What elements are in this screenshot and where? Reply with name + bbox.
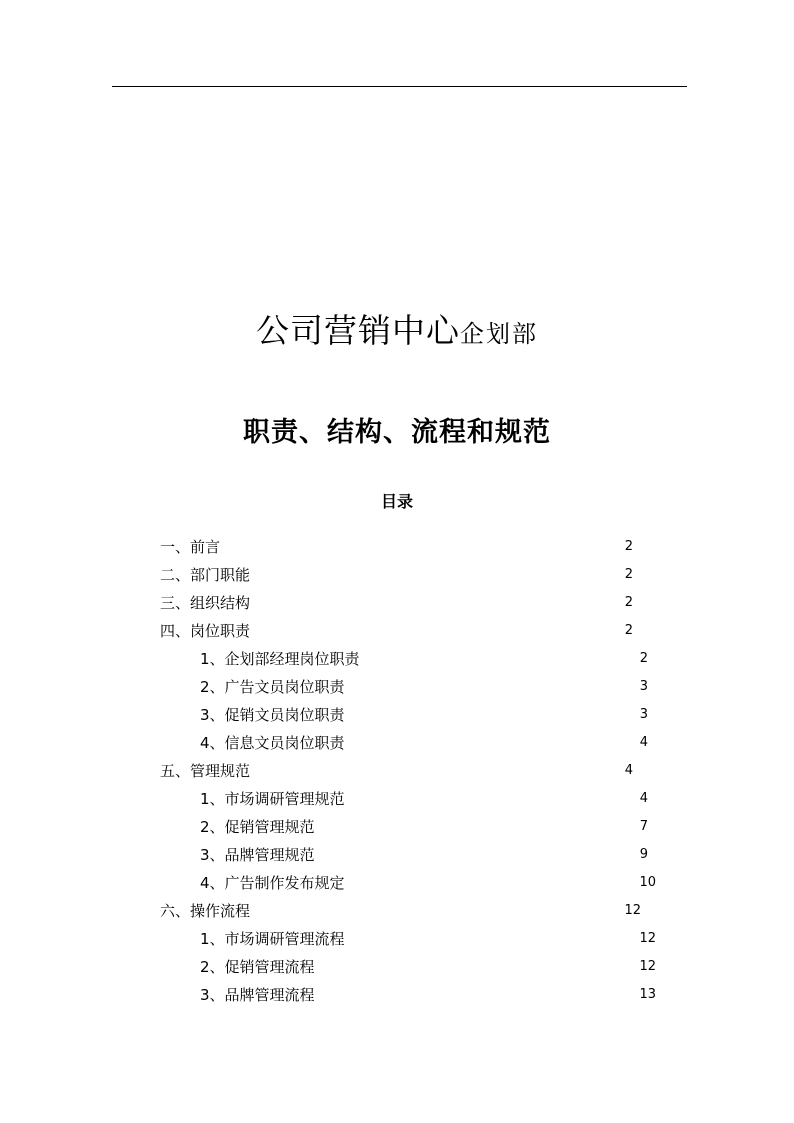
toc-entry-page: 3 — [639, 679, 648, 694]
title-main: 公司营销中心 — [256, 311, 460, 350]
toc-entry-label: 3、品牌管理流程 — [200, 986, 315, 1004]
toc-entry[interactable] — [160, 899, 641, 923]
toc-entry-label: 3、品牌管理规范 — [200, 846, 315, 864]
toc-leader-dots — [221, 535, 624, 559]
toc-entry[interactable] — [200, 675, 648, 699]
toc-entry[interactable] — [200, 703, 648, 727]
toc-entry-label: 3、促销文员岗位职责 — [200, 706, 345, 724]
toc-entry[interactable] — [200, 871, 656, 895]
toc-leader-dots — [251, 759, 624, 783]
toc-entry[interactable] — [200, 731, 648, 755]
toc-entry-page: 10 — [639, 875, 656, 890]
toc-entry-label: 2、促销管理规范 — [200, 818, 315, 836]
toc-entry-page: 2 — [624, 567, 633, 582]
toc-leader-dots — [330, 815, 639, 839]
toc-entry[interactable] — [200, 927, 656, 951]
toc-entry-label: 1、市场调研管理规范 — [200, 790, 345, 808]
toc-leader-dots — [251, 619, 624, 643]
toc-entry[interactable] — [160, 563, 633, 587]
document-subtitle: 职责、结构、流程和规范 — [243, 417, 551, 448]
toc-leader-dots — [360, 787, 639, 811]
toc-entry[interactable] — [200, 815, 648, 839]
toc-leader-dots — [251, 591, 624, 615]
toc-entry-page: 7 — [639, 819, 648, 834]
toc-entry-page: 2 — [639, 651, 648, 666]
toc-entry-page: 2 — [624, 595, 633, 610]
toc-heading: 目录 — [380, 492, 413, 511]
document-title — [0, 305, 794, 352]
toc-entry[interactable] — [200, 983, 656, 1007]
toc-entry[interactable] — [160, 535, 633, 559]
toc-leader-dots — [330, 983, 639, 1007]
toc-entry-page: 4 — [639, 735, 648, 750]
toc-entry-page: 12 — [639, 959, 656, 974]
toc-entry-label: 二、部门职能 — [160, 566, 251, 584]
toc-leader-dots — [330, 955, 639, 979]
toc-leader-dots — [375, 647, 639, 671]
toc-entry-label: 一、前言 — [160, 538, 221, 556]
toc-leader-dots — [251, 563, 624, 587]
toc-entry-label: 4、信息文员岗位职责 — [200, 734, 345, 752]
title-sub: 企划部 — [460, 320, 538, 348]
toc-entry-page: 9 — [639, 847, 648, 862]
toc-entry-label: 2、促销管理流程 — [200, 958, 315, 976]
toc-entry[interactable] — [200, 647, 648, 671]
toc-entry[interactable] — [160, 759, 633, 783]
toc-leader-dots — [360, 871, 639, 895]
toc-entry-page: 3 — [639, 707, 648, 722]
toc-entry-page: 12 — [639, 931, 656, 946]
toc-entry[interactable] — [200, 787, 648, 811]
header-rule — [112, 86, 687, 87]
toc-leader-dots — [360, 675, 639, 699]
toc-leader-dots — [360, 731, 639, 755]
toc-entry[interactable] — [160, 591, 633, 615]
toc-entry-label: 四、岗位职责 — [160, 622, 251, 640]
toc-entry[interactable] — [200, 955, 656, 979]
toc-entry-page: 4 — [624, 763, 633, 778]
toc-entry-label: 4、广告制作发布规定 — [200, 874, 345, 892]
toc-entry-page: 13 — [639, 987, 656, 1002]
toc-entry-label: 2、广告文员岗位职责 — [200, 678, 345, 696]
toc-entry-label: 1、企划部经理岗位职责 — [200, 650, 360, 668]
toc-leader-dots — [251, 899, 623, 923]
toc-leader-dots — [360, 703, 639, 727]
toc-entry-page: 12 — [624, 903, 641, 918]
toc-entry-label: 六、操作流程 — [160, 902, 251, 920]
toc-entry[interactable] — [200, 843, 648, 867]
toc-leader-dots — [360, 927, 639, 951]
toc-entry-page: 4 — [639, 791, 648, 806]
toc-entry-page: 2 — [624, 539, 633, 554]
toc-entry-label: 五、管理规范 — [160, 762, 251, 780]
toc-entry-label: 1、市场调研管理流程 — [200, 930, 345, 948]
toc-entry-label: 三、组织结构 — [160, 594, 251, 612]
toc-leader-dots — [330, 843, 639, 867]
toc-entry-page: 2 — [624, 623, 633, 638]
toc-entry[interactable] — [160, 619, 633, 643]
